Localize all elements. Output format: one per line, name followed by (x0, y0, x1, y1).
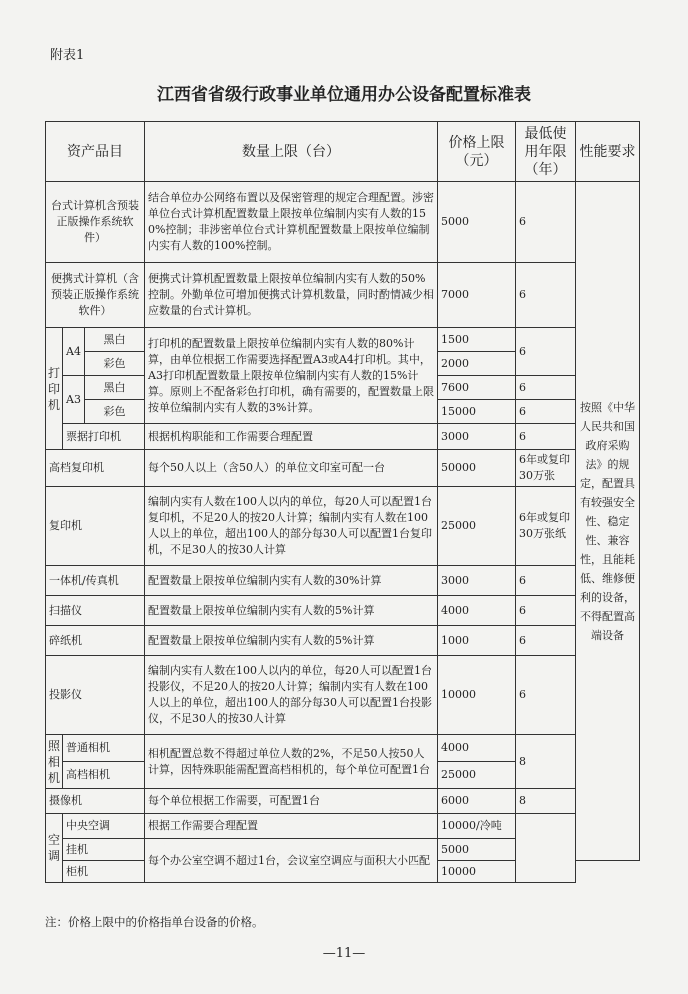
projector-price: 10000 (438, 656, 516, 735)
printer-a4-bw-price: 1500 (438, 328, 516, 352)
printer-a3-color-life: 6 (516, 400, 576, 424)
table-row (46, 328, 640, 352)
header-qty: 数量上限（台） (145, 122, 438, 182)
copier-qty: 编制内实有人数在100人以内的单位，每20人可以配置1台复印机，不足20人的按20人计算；编制内实有人数在100人以上的单位，超出100人的部分每30人可以配置1台复印机，不足30人的按30人计算 (145, 487, 438, 566)
scanner-price: 4000 (438, 596, 516, 626)
printer-a3-label: A3 (63, 376, 85, 424)
camera-group-label: 照相机 (46, 735, 63, 789)
camera-hi-price: 25000 (438, 762, 516, 789)
copier-life: 6年或复印30万张纸 (516, 487, 576, 566)
header-life: 最低使用年限（年） (516, 122, 576, 182)
video-qty: 每个单位根据工作需要，可配置1台 (145, 789, 438, 814)
shredder-life: 6 (516, 626, 576, 656)
camera-qty: 相机配置总数不得超过单位人数的2%，不足50人按50人计算，因特殊职能需配置高档相机的，每个单位可配置1台 (145, 735, 438, 789)
ac-central-price: 10000/冷吨 (438, 814, 516, 839)
fax-qty: 配置数量上限按单位编制内实有人数的30%计算 (145, 566, 438, 596)
camera-normal-name: 普通相机 (63, 735, 145, 762)
video-name: 摄像机 (46, 789, 145, 814)
projector-life: 6 (516, 656, 576, 735)
projector-qty: 编制内实有人数在100人以内的单位，每20人可以配置1台投影仪，不足20人的按20人计算；编制内实有人数在100人以上的单位，超出100人的部分每30人可以配置1台投影仪，不足30人的按30人计算 (145, 656, 438, 735)
laptop-name: 便携式计算机（含预装正版操作系统软件） (46, 263, 145, 328)
header-price: 价格上限（元） (438, 122, 516, 182)
table-row (46, 814, 640, 839)
ticket-printer-name: 票据打印机 (63, 424, 145, 450)
ac-wall-price: 5000 (438, 839, 516, 861)
hi-copier-life: 6年或复印30万张 (516, 450, 576, 487)
ac-central-name: 中央空调 (63, 814, 145, 839)
projector-name: 投影仪 (46, 656, 145, 735)
attachment-label: 附表1 (50, 48, 85, 63)
table-row (46, 656, 640, 735)
hi-copier-price: 50000 (438, 450, 516, 487)
shredder-name: 碎纸机 (46, 626, 145, 656)
document-title: 江西省省级行政事业单位通用办公设备配置标准表 (157, 85, 531, 105)
table-row (46, 566, 640, 596)
printer-a3-bw-price: 7600 (438, 376, 516, 400)
table-row (46, 626, 640, 656)
ac-group-label: 空调 (46, 814, 63, 883)
camera-life: 8 (516, 735, 576, 789)
shredder-price: 1000 (438, 626, 516, 656)
hi-copier-qty: 每个50人以上（含50人）的单位文印室可配一台 (145, 450, 438, 487)
printer-qty: 打印机的配置数量上限按单位编制内实有人数的80%计算，由单位根据工作需要选择配置A3或A4打印机。其中， A3打印机配置数量上限按单位编制内实有人数的15%计算。原则上不配备彩色打印机，确有需要的，配置数量上限按单位编制内实有人数的3%计算。 (145, 328, 438, 424)
printer-a3-color-price: 15000 (438, 400, 516, 424)
table-row (46, 182, 640, 263)
hi-copier-name: 高档复印机 (46, 450, 145, 487)
fax-name: 一体机/传真机 (46, 566, 145, 596)
ticket-printer-qty: 根据机构职能和工作需要合理配置 (145, 424, 438, 450)
scanner-life: 6 (516, 596, 576, 626)
table-row (46, 487, 640, 566)
table-row (46, 789, 640, 814)
page-number: —11— (322, 946, 366, 961)
laptop-life: 6 (516, 263, 576, 328)
fax-price: 3000 (438, 566, 516, 596)
scanner-qty: 配置数量上限按单位编制内实有人数的5%计算 (145, 596, 438, 626)
copier-name: 复印机 (46, 487, 145, 566)
video-price: 6000 (438, 789, 516, 814)
table-row (46, 263, 640, 328)
table-header-row (46, 122, 640, 182)
ac-central-qty: 根据工作需要合理配置 (145, 814, 438, 839)
perf-requirement: 按照《中华人民共和国政府采购法》的规定，配置具有较强安全性、稳定性、兼容性，且能耗低、维修便利的设备，不得配置高端设备 (576, 182, 640, 861)
laptop-qty: 便携式计算机配置数量上限按单位编制内实有人数的50%控制。外勤单位可增加便携式计算机数量，同时酌情减少相应数量的台式计算机。 (145, 263, 438, 328)
header-perf: 性能要求 (576, 122, 640, 182)
desktop-price: 5000 (438, 182, 516, 263)
printer-a3-bw: 黑白 (85, 376, 145, 400)
table-row (46, 424, 640, 450)
laptop-price: 7000 (438, 263, 516, 328)
header-asset: 资产品目 (46, 122, 145, 182)
camera-normal-price: 4000 (438, 735, 516, 762)
ac-unit-qty: 每个办公室空调不超过1台，会议室空调应与面积大小匹配 (145, 839, 438, 883)
scanner-name: 扫描仪 (46, 596, 145, 626)
standards-table (45, 121, 640, 883)
ac-cabinet-name: 柜机 (63, 861, 145, 883)
ac-wall-name: 挂机 (63, 839, 145, 861)
video-life: 8 (516, 789, 576, 814)
printer-group-label: 打印机 (46, 328, 63, 450)
printer-a4-life: 6 (516, 328, 576, 376)
ticket-printer-price: 3000 (438, 424, 516, 450)
footnote: 注：价格上限中的价格指单台设备的价格。 (45, 915, 264, 929)
fax-life: 6 (516, 566, 576, 596)
camera-hi-name: 高档相机 (63, 762, 145, 789)
ticket-printer-life: 6 (516, 424, 576, 450)
table-row (46, 735, 640, 762)
printer-a3-color: 彩色 (85, 400, 145, 424)
ac-life-empty (516, 814, 576, 883)
printer-a4-color: 彩色 (85, 352, 145, 376)
printer-a3-bw-life: 6 (516, 376, 576, 400)
shredder-qty: 配置数量上限按单位编制内实有人数的5%计算 (145, 626, 438, 656)
desktop-life: 6 (516, 182, 576, 263)
printer-a4-color-price: 2000 (438, 352, 516, 376)
ac-cabinet-price: 10000 (438, 861, 516, 883)
printer-a4-bw: 黑白 (85, 328, 145, 352)
table-row (46, 596, 640, 626)
desktop-qty: 结合单位办公网络布置以及保密管理的规定合理配置。涉密单位台式计算机配置数量上限按单位编制内实有人数的150%控制；非涉密单位台式计算机配置数量上限按单位编制内实有人数的100%控制。 (145, 182, 438, 263)
desktop-name: 台式计算机含预装正版操作系统软件） (46, 182, 145, 263)
table-row (46, 450, 640, 487)
printer-a4-label: A4 (63, 328, 85, 376)
copier-price: 25000 (438, 487, 516, 566)
